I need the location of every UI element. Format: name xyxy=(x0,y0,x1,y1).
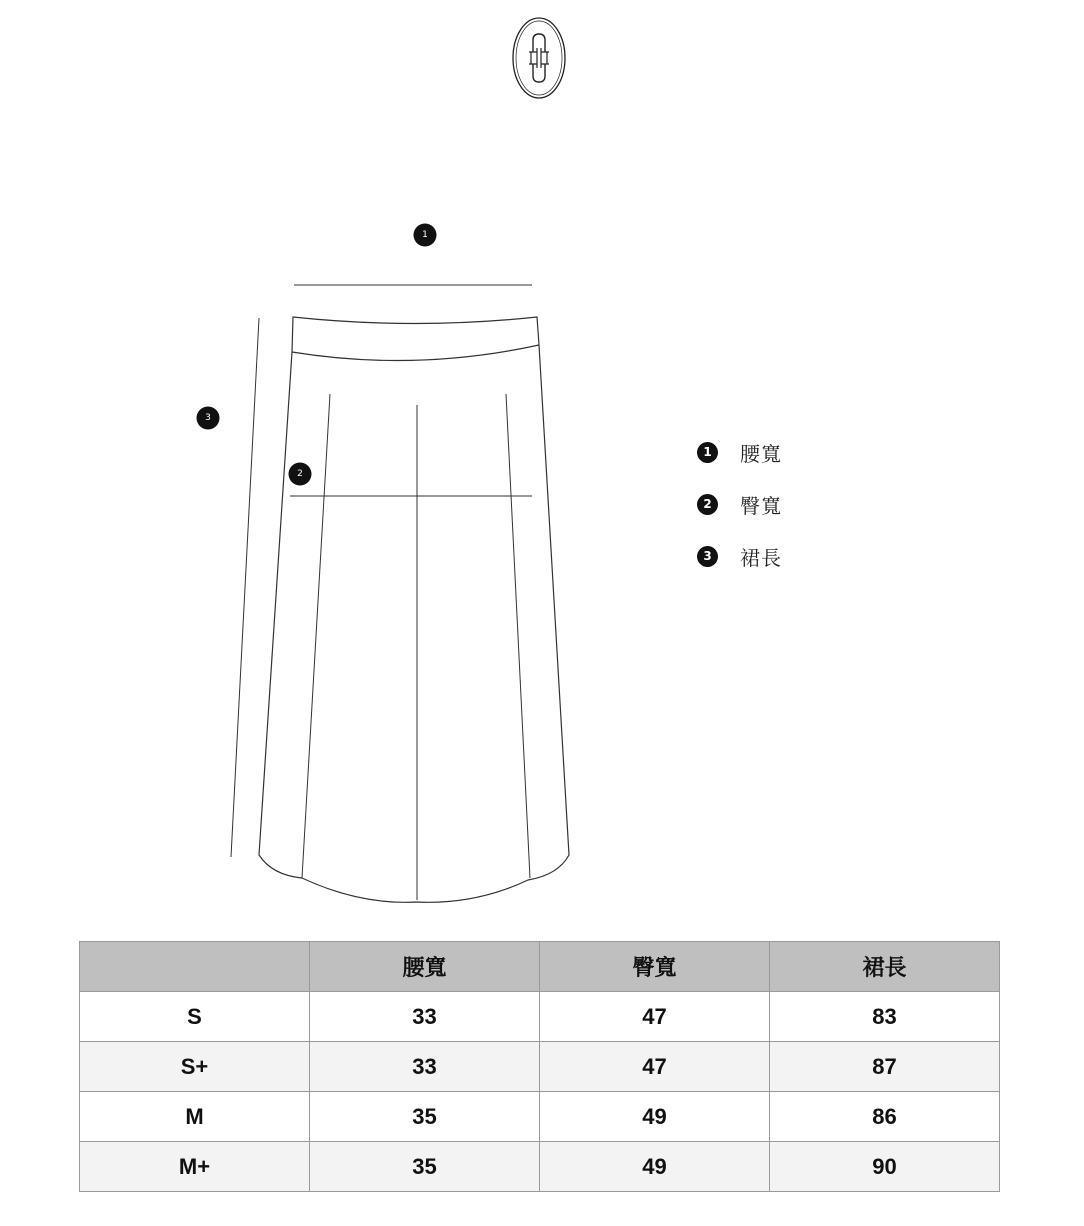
hip-cell: 47 xyxy=(540,992,770,1042)
marker-length xyxy=(197,407,220,430)
length-cell: 90 xyxy=(770,1142,1000,1192)
marker-length-label: 3 xyxy=(205,413,211,423)
legend-label: 腰寬 xyxy=(740,441,782,466)
table-row xyxy=(80,1142,1000,1192)
header-cell-length: 裙長 xyxy=(770,942,1000,992)
header-cell-size xyxy=(80,942,310,992)
size-cell: M xyxy=(80,1092,310,1142)
measurement-legend xyxy=(697,437,782,593)
marker-waist-label: 1 xyxy=(422,230,428,240)
legend-number-badge: 1 xyxy=(697,442,718,463)
header-cell-hip: 臀寬 xyxy=(540,942,770,992)
panel-line-right xyxy=(506,394,530,878)
hip-cell: 49 xyxy=(540,1142,770,1192)
hip-cell: 49 xyxy=(540,1092,770,1142)
legend-number-badge: 2 xyxy=(697,494,718,515)
legend-item xyxy=(697,541,782,571)
waist-cell: 33 xyxy=(310,1042,540,1092)
size-cell: M+ xyxy=(80,1142,310,1192)
table-row xyxy=(80,1042,1000,1092)
waist-cell: 35 xyxy=(310,1092,540,1142)
length-cell: 87 xyxy=(770,1042,1000,1092)
length-cell: 86 xyxy=(770,1092,1000,1142)
legend-number-badge: 3 xyxy=(697,546,718,567)
hip-cell: 47 xyxy=(540,1042,770,1092)
marker-waist xyxy=(414,224,437,247)
size-cell: S+ xyxy=(80,1042,310,1092)
waist-cell: 33 xyxy=(310,992,540,1042)
header-cell-waist: 腰寬 xyxy=(310,942,540,992)
table-row xyxy=(80,1092,1000,1142)
marker-hip-label: 2 xyxy=(297,469,303,479)
waist-cell: 35 xyxy=(310,1142,540,1192)
marker-hip xyxy=(289,463,312,486)
legend-item xyxy=(697,437,782,467)
length-measure-line xyxy=(231,318,259,857)
table-row xyxy=(80,992,1000,1042)
size-chart-table xyxy=(79,941,1000,1192)
waistband xyxy=(292,317,539,361)
table-header-row xyxy=(80,942,1000,992)
legend-label: 臀寬 xyxy=(740,493,782,518)
size-cell: S xyxy=(80,992,310,1042)
length-cell: 83 xyxy=(770,992,1000,1042)
legend-item xyxy=(697,489,782,519)
legend-label: 裙長 xyxy=(740,545,782,570)
